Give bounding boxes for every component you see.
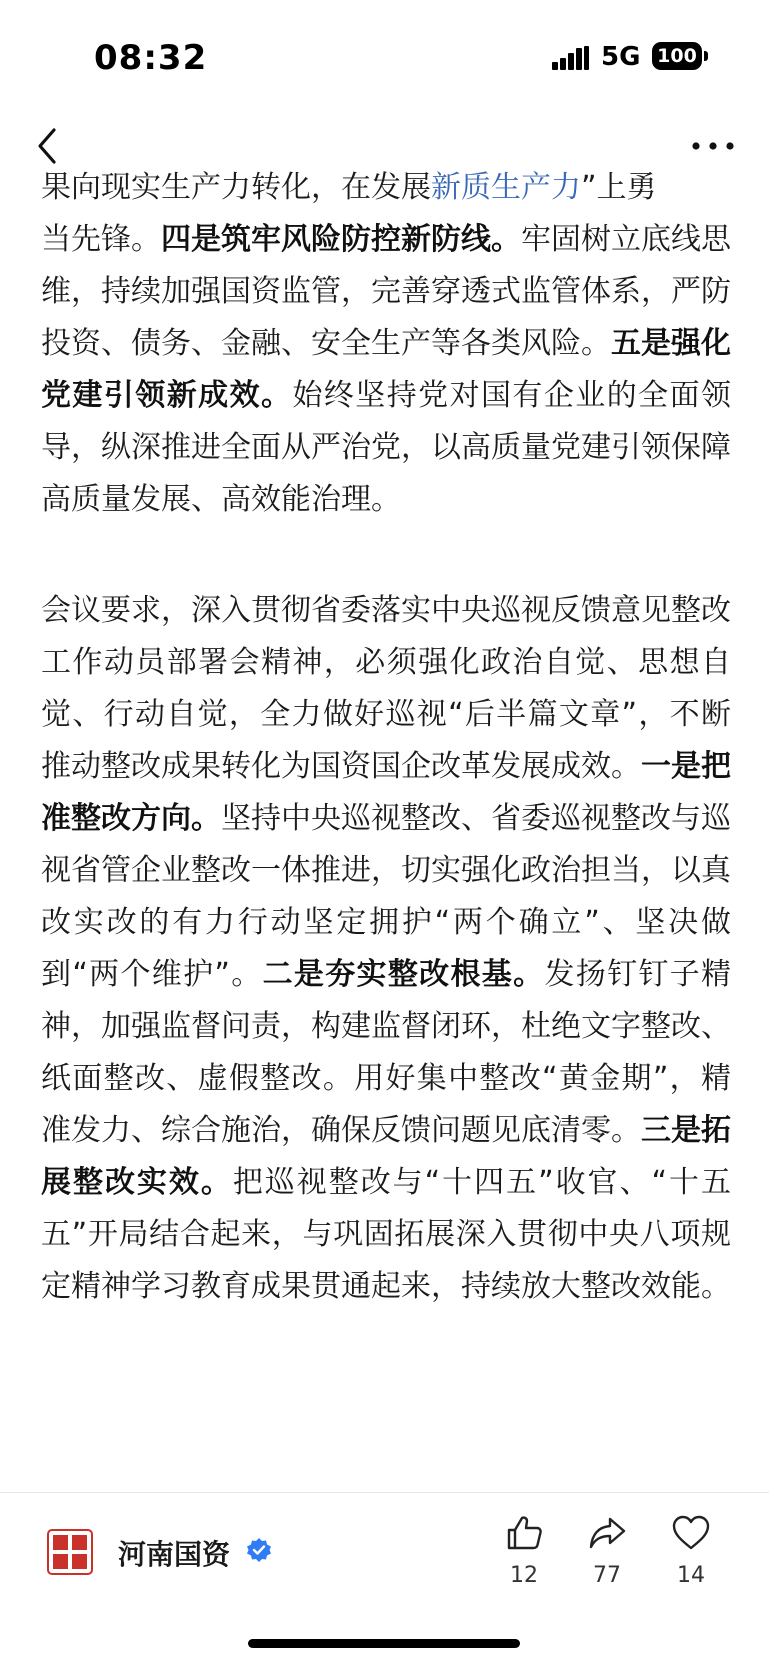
bottom-bar (0, 1493, 769, 1603)
network-type: 5G (601, 42, 641, 72)
battery-icon: 100 (652, 42, 702, 70)
status-time: 08:32 (94, 38, 208, 78)
topic-link[interactable]: 新质生产力 (431, 170, 581, 205)
battery-tip (704, 51, 708, 61)
signal-icon (552, 46, 590, 70)
article-body (0, 170, 769, 1482)
account-name[interactable]: 河南国资 (118, 1538, 231, 1571)
heart-icon (671, 1513, 711, 1553)
paragraph-2: 会议要求，深入贯彻省委落实中央巡视反馈意见整改工作动员部署会精神，必须强化政治自觉、思想自觉、行动自觉，全力做好巡视“后半篇文章”，不断推动整改成果转化为国资国企改革发展成效。一是把准整改方向。坚持中央巡视整改、省委巡视整改与巡视省管企业整改一体推进，切实强化政治担当，以真改实改的有力行动坚定拥护“两个确立”、坚决做到“两个维护”。二是夯实整改根基。发扬钉钉子精神，加强监督问责，构建监督闭环，杜绝文字整改、纸面整改、虚假整改。用好集中整改“黄金期”，精准发力、综合施治，确保反馈问题见底清零。三是拓展整改实效。把巡视整改与“十四五”收官、“十五五”开局结合起来，与巩固拓展深入贯彻中央八项规定精神学习教育成果贯通起来，持续放大整改效能。 (41, 593, 732, 1304)
favorite-count: 14 (677, 1563, 705, 1588)
like-count: 12 (510, 1563, 538, 1588)
home-indicator[interactable] (248, 1639, 520, 1648)
favorite-button[interactable] (661, 1513, 721, 1593)
status-bar (0, 0, 769, 110)
more-icon[interactable] (688, 136, 738, 156)
clipped-line: 果向现实生产力转化，在发展新质生产力”上勇 (41, 170, 657, 205)
account-logo[interactable] (47, 1529, 93, 1575)
share-icon (587, 1513, 627, 1553)
like-button[interactable] (494, 1513, 554, 1593)
paragraph-1: 当先锋。四是筑牢风险防控新防线。牢固树立底线思维，持续加强国资监管，完善穿透式监管体系，严防投资、债务、金融、安全生产等各类风险。五是强化党建引领新成效。始终坚持党对国有企业的全面领导，纵深推进全面从严治党，以高质量党建引领保障高质量发展、高效能治理。 (41, 222, 732, 517)
share-count: 77 (593, 1563, 621, 1588)
verified-badge-icon (246, 1537, 272, 1563)
share-button[interactable] (577, 1513, 637, 1593)
thumbs-up-icon (504, 1513, 544, 1553)
